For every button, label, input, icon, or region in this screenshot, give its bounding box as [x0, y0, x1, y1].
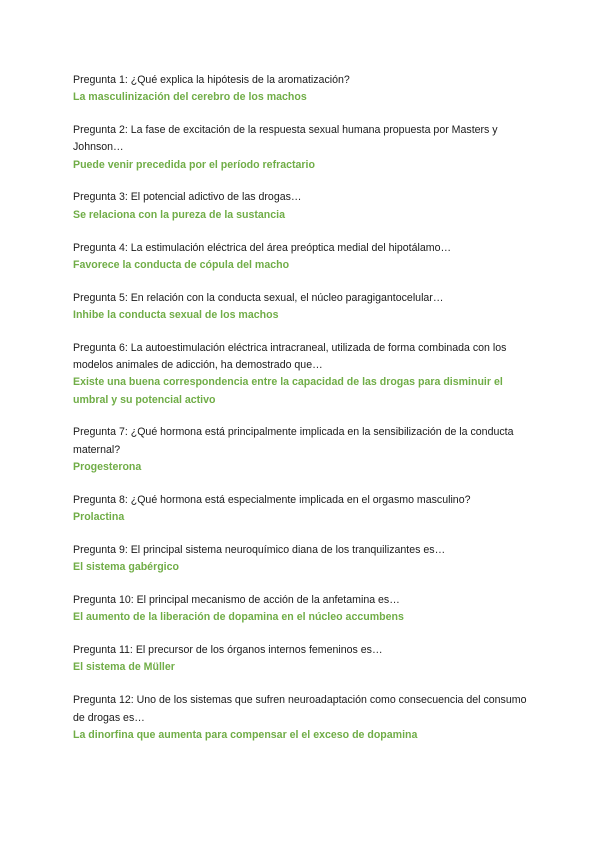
answer-text: Prolactina — [73, 511, 125, 524]
answer-text: Existe una buena correspondencia entre la capacidad de las drogas para disminuir el umbral y su potencial activo — [73, 376, 503, 406]
question-block-11 — [73, 642, 540, 677]
question-text: Pregunta 7: ¿Qué hormona está principalmente implicada en la sensibilización de la conducta maternal? — [73, 426, 514, 456]
answer-text: Se relaciona con la pureza de la sustancia — [73, 208, 285, 221]
question-text: Pregunta 10: El principal mecanismo de acción de la anfetamina es… — [73, 594, 400, 607]
question-text: Pregunta 4: La estimulación eléctrica del área preóptica medial del hipotálamo… — [73, 241, 452, 254]
answer-text: El aumento de la liberación de dopamina en el núcleo accumbens — [73, 611, 404, 624]
question-text: Pregunta 12: Uno de los sistemas que sufren neuroadaptación como consecuencia del consumo de drogas es… — [73, 694, 527, 724]
answer-text: La masculinización del cerebro de los machos — [73, 91, 307, 104]
question-block-3 — [73, 189, 540, 224]
question-text: Pregunta 5: En relación con la conducta sexual, el núcleo paragigantocelular… — [73, 291, 444, 304]
question-block-7 — [73, 424, 540, 476]
question-block-8 — [73, 492, 540, 527]
question-block-6 — [73, 340, 540, 409]
question-text: Pregunta 1: ¿Qué explica la hipótesis de la aromatización? — [73, 74, 350, 86]
answer-text: Favorece la conducta de cópula del macho — [73, 258, 290, 271]
question-block-10 — [73, 592, 540, 627]
question-block-12 — [73, 692, 540, 744]
question-block-4 — [73, 240, 540, 275]
answer-text: Progesterona — [73, 461, 142, 474]
answer-text: El sistema de Müller — [73, 661, 175, 674]
question-block-1 — [73, 72, 540, 107]
question-text: Pregunta 9: El principal sistema neuroquímico diana de los tranquilizantes es… — [73, 543, 446, 556]
answer-text: La dinorfina que aumenta para compensar el el exceso de dopamina — [73, 728, 418, 741]
answer-text: Puede venir precedida por el período refractario — [73, 158, 315, 171]
answer-text: El sistema gabérgico — [73, 561, 179, 574]
question-text: Pregunta 2: La fase de excitación de la respuesta sexual humana propuesta por Masters y Johnson… — [73, 124, 498, 154]
question-text: Pregunta 6: La autoestimulación eléctrica intracraneal, utilizada de forma combinada con los modelos animales de adicción, ha demostrado que… — [73, 341, 507, 372]
question-block-2 — [73, 122, 540, 174]
answer-text: Inhibe la conducta sexual de los machos — [73, 308, 279, 321]
question-block-9 — [73, 542, 540, 577]
question-text: Pregunta 11: El precursor de los órganos internos femeninos es… — [73, 644, 383, 657]
question-text: Pregunta 8: ¿Qué hormona está especialmente implicada en el orgasmo masculino? — [73, 493, 471, 506]
question-block-5 — [73, 290, 540, 325]
question-text: Pregunta 3: El potencial adictivo de las drogas… — [73, 191, 302, 204]
